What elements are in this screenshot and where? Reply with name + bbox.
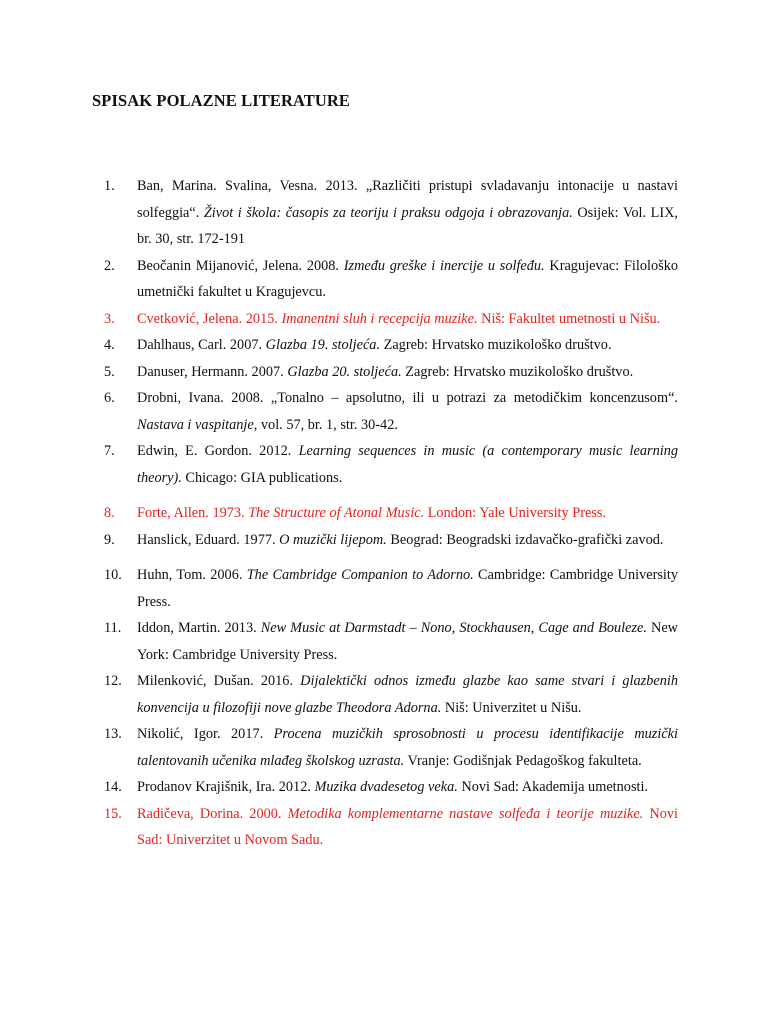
reference-title: Život i škola: časopis za teoriju i praksu odgoja i obrazovanja. [203, 204, 573, 221]
reference-item [104, 253, 678, 306]
reference-text: Dahlhaus, Carl. 2007. [137, 337, 266, 353]
reference-title: The Cambridge Companion to Adorno. [246, 567, 474, 583]
reference-number: 4. [104, 337, 115, 353]
reference-number: 9. [104, 531, 115, 548]
reference-title: Procena muzičkih sprosobnosti u procesu identifikacije muzički talentovanih učenika mlađeg školskog uzrasta. [137, 726, 679, 769]
reference-number: 3. [104, 310, 115, 327]
reference-item [104, 774, 678, 801]
reference-item [104, 359, 678, 386]
reference-title: New Music at Darmstadt – Nono, Stockhausen, Cage and Bouleze. [260, 620, 647, 636]
reference-title: Nastava i vaspitanje [137, 416, 254, 433]
reference-title: Glazba 20. stoljeća. [287, 363, 402, 380]
reference-text: Danuser, Hermann. 2007. [137, 363, 288, 380]
reference-item [104, 721, 678, 774]
reference-number: 7. [104, 443, 115, 459]
page-title: SPISAK POLAZNE LITERATURE [92, 91, 350, 110]
reference-number: 15. [104, 805, 122, 822]
reference-text: Radičeva, Dorina. 2000. [137, 805, 288, 822]
reference-publisher: Vranje: Godišnjak Pedagoškog fakulteta. [404, 752, 642, 769]
reference-item [104, 615, 678, 668]
reference-publisher: Niš: Univerzitet u Nišu. [441, 699, 582, 716]
reference-number: 5. [104, 363, 115, 380]
reference-title: Learning sequences in music (a contemporary music learning theory). [137, 443, 678, 486]
reference-number: 2. [104, 257, 115, 274]
reference-publisher: Niš: Fakultet umetnosti u Nišu. [477, 310, 661, 327]
reference-item [104, 668, 678, 721]
reference-publisher: Zagreb: Hrvatsko muzikološko društvo. [380, 337, 612, 353]
reference-publisher: New York: Cambridge University Press. [137, 620, 678, 663]
reference-item [104, 438, 678, 491]
reference-title: The Structure of Atonal Music. [248, 505, 425, 521]
reference-text: Edwin, E. Gordon. 2012. [137, 443, 299, 459]
reference-publisher: Zagreb: Hrvatsko muzikološko društvo. [401, 363, 634, 380]
reference-text: Forte, Allen. 1973. [137, 505, 249, 521]
reference-number: 6. [104, 390, 115, 406]
reference-number: 12. [104, 673, 122, 689]
reference-number: 10. [104, 567, 122, 583]
reference-publisher: Chicago: GIA publications. [181, 469, 343, 486]
reference-item [104, 801, 678, 854]
reference-publisher: Osijek: Vol. LIX, br. 30, str. 172-191 [137, 204, 678, 247]
reference-item [104, 527, 678, 554]
reference-number: 1. [104, 178, 115, 194]
reference-publisher: Cambridge: Cambridge University Press. [137, 567, 678, 610]
reference-item [104, 306, 678, 333]
reference-text: Drobni, Ivana. 2008. „Tonalno – apsolutno, ili u potrazi za metodičkim koncenzusom“. [137, 390, 678, 406]
reference-title: Između greške i inercije u solfeđu. [343, 257, 545, 274]
reference-title: Dijalektički odnos između glazbe kao same stvari i glazbenih konvencija u filozofiji nove glazbe Theodora Adorna. [137, 673, 679, 716]
reference-publisher: London: Yale University Press. [424, 505, 607, 521]
reference-number: 13. [104, 726, 122, 742]
reference-title: O muzički lijepom. [279, 531, 387, 548]
reference-title: Imanentni sluh i recepcija muzike. [281, 310, 478, 327]
reference-publisher: , vol. 57, br. 1, str. 30-42. [253, 416, 398, 433]
reference-number: 11. [104, 620, 122, 636]
reference-title: Metodika komplementarne nastave solfeđa i teorije muzike. [287, 805, 644, 822]
reference-publisher: Kragujevac: Filološko umetnički fakultet u Kragujevcu. [137, 257, 678, 300]
reference-text: Huhn, Tom. 2006. [137, 567, 247, 583]
reference-item [104, 500, 678, 527]
reference-text: Beočanin Mijanović, Jelena. 2008. [137, 257, 344, 274]
reference-number: 14. [104, 779, 122, 795]
reference-title: Muzika dvadesetog veka. [314, 779, 458, 795]
reference-publisher: Beograd: Beogradski izdavačko-grafički zavod. [386, 531, 664, 548]
reference-item [104, 385, 678, 438]
reference-text: Hanslick, Eduard. 1977. [137, 531, 280, 548]
reference-text: Iddon, Martin. 2013. [137, 620, 261, 636]
reference-text: Milenković, Dušan. 2016. [137, 673, 301, 689]
reference-item [104, 173, 678, 253]
reference-text: Prodanov Krajišnik, Ira. 2012. [137, 779, 315, 795]
reference-list [104, 173, 678, 854]
reference-text: Cvetković, Jelena. 2015. [137, 310, 282, 327]
reference-item [104, 562, 678, 615]
reference-text: Nikolić, Igor. 2017. [137, 726, 274, 742]
reference-text: Ban, Marina. Svalina, Vesna. 2013. „Različiti pristupi svladavanju intonacije u nastavi solfeggia“. [137, 178, 678, 221]
reference-number: 8. [104, 505, 115, 521]
reference-item [104, 332, 678, 359]
reference-publisher: Novi Sad: Univerzitet u Novom Sadu. [137, 805, 678, 848]
reference-title: Glazba 19. stoljeća. [265, 337, 381, 353]
reference-publisher: Novi Sad: Akademija umetnosti. [457, 779, 649, 795]
